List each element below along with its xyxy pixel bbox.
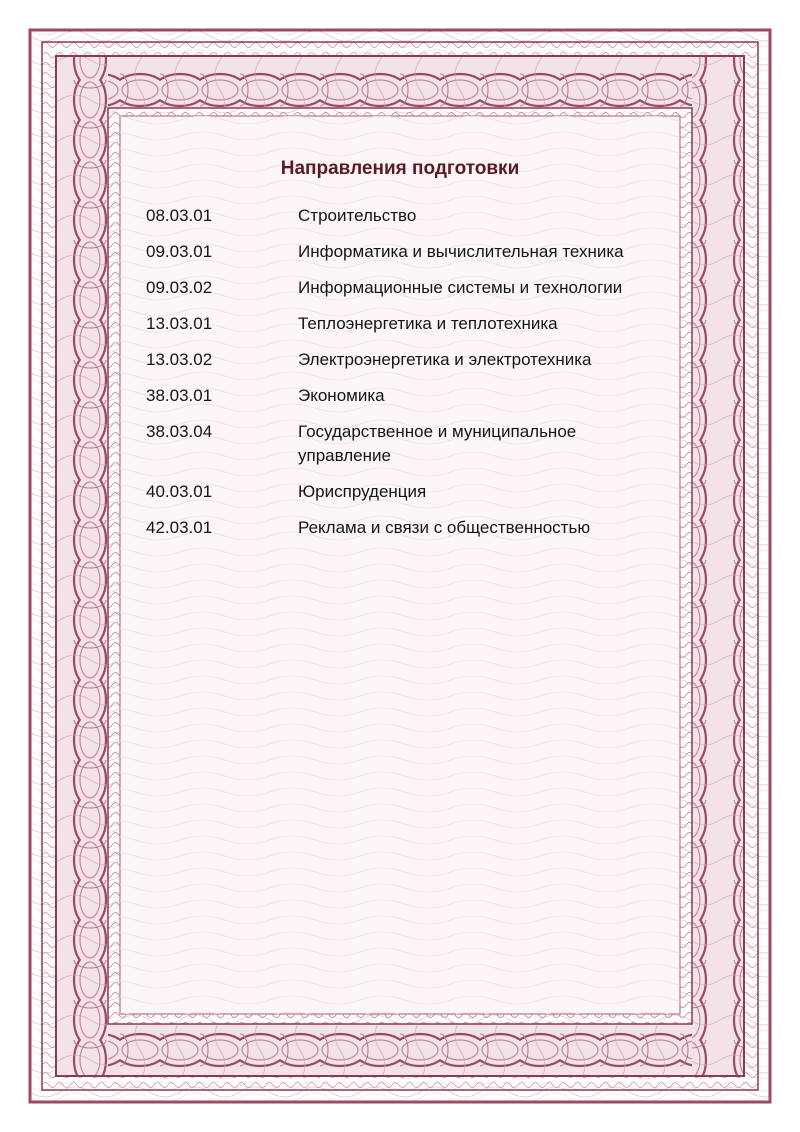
list-item <box>146 276 666 300</box>
program-name: Строительство <box>298 206 417 225</box>
program-code: 38.03.01 <box>146 386 213 405</box>
program-code: 09.03.01 <box>146 242 213 261</box>
program-name: Государственное и муниципальное управление <box>298 422 577 465</box>
list-item <box>146 480 666 504</box>
program-name: Теплоэнергетика и теплотехника <box>298 314 558 333</box>
list-item <box>146 204 666 228</box>
list-item <box>146 516 666 540</box>
list-item <box>146 312 666 336</box>
program-list <box>146 204 666 552</box>
program-code: 08.03.01 <box>146 206 213 225</box>
program-code: 13.03.02 <box>146 350 213 369</box>
program-name: Информационные системы и технологии <box>298 278 623 297</box>
list-item <box>146 240 666 264</box>
program-code: 09.03.02 <box>146 278 213 297</box>
list-item <box>146 348 666 372</box>
program-name: Электроэнергетика и электротехника <box>298 350 592 369</box>
program-code: 13.03.01 <box>146 314 213 333</box>
program-name: Реклама и связи с общественностью <box>298 518 591 537</box>
program-name: Информатика и вычислительная техника <box>298 242 624 261</box>
page-title: Направления подготовки <box>280 158 520 179</box>
program-code: 38.03.04 <box>146 422 213 441</box>
program-name: Экономика <box>298 386 385 405</box>
list-item <box>146 384 666 408</box>
program-name: Юриспруденция <box>298 482 427 501</box>
program-code: 40.03.01 <box>146 482 213 501</box>
list-item <box>146 420 666 468</box>
content-panel <box>122 118 678 1008</box>
program-code: 42.03.01 <box>146 518 213 537</box>
